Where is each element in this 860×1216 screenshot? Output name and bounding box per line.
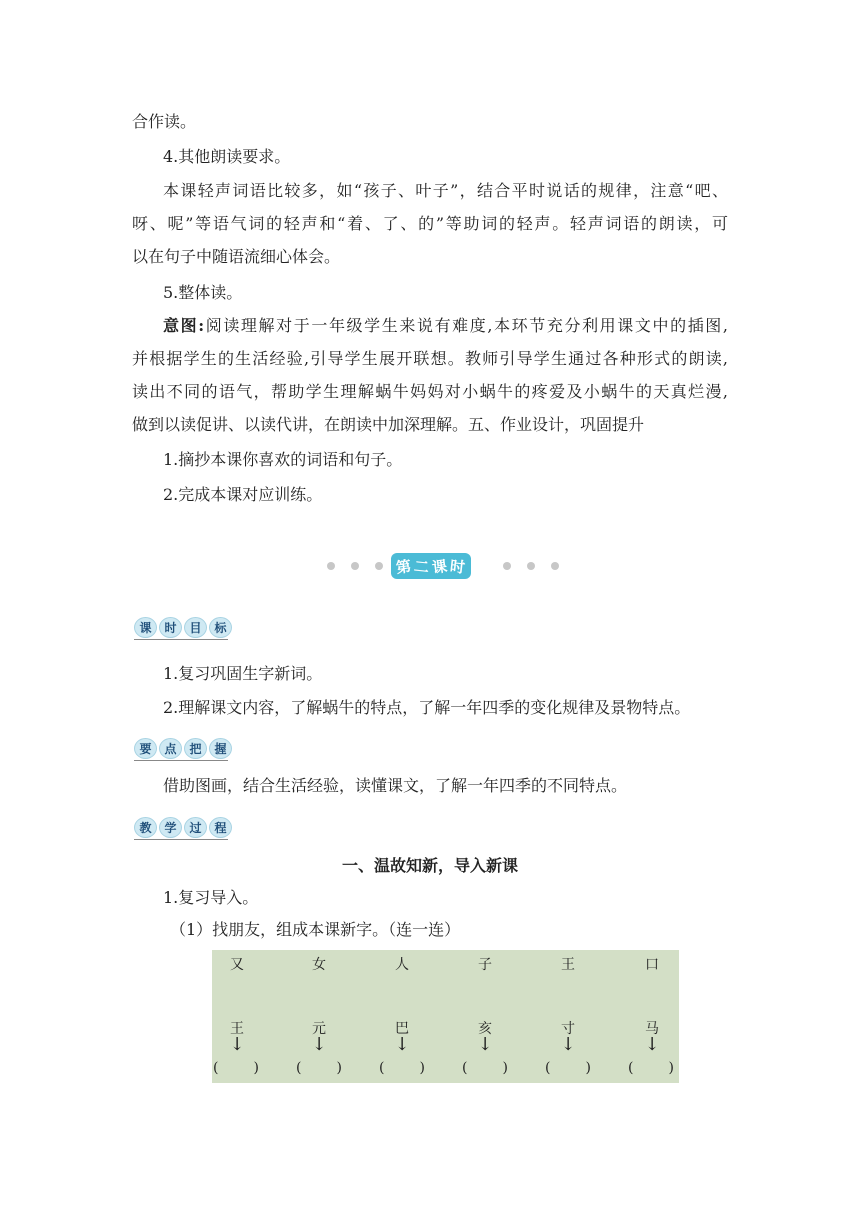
banner-char: 时 — [449, 556, 467, 577]
tag-char: 课 — [134, 617, 157, 638]
divider-dot — [503, 562, 511, 570]
matching-exercise: 又 王 ↓ 女 元 ↓ 人 巴 ↓ 子 亥 ↓ 王 寸 ↓ 口 马 ↓ ( ) ( ) ( ) ( ) ( ) ( ) — [212, 950, 679, 1083]
lesson-banner — [391, 553, 471, 579]
text-line: 5.整体读。 — [163, 283, 243, 302]
tag-char: 把 — [184, 738, 207, 759]
top-char: 口 — [645, 957, 659, 973]
divider-dot — [527, 562, 535, 570]
bottom-char: 王 — [230, 1021, 244, 1037]
top-char: 女 — [312, 957, 326, 973]
bottom-char: 元 — [312, 1021, 326, 1037]
top-char: 又 — [230, 957, 244, 973]
paragraph-line: 本课轻声词语比较多，如“孩子、叶子”，结合平时说话的规律，注意“吧、 — [163, 181, 728, 200]
arrow-down-icon: ↓ — [644, 1034, 660, 1055]
paragraph-line: 呀、呢”等语气词的轻声和“着、了、的”等助词的轻声。轻声词语的朗读，可 — [132, 214, 728, 233]
tag-char: 目 — [184, 617, 207, 638]
divider-dot — [351, 562, 359, 570]
bottom-char: 巴 — [395, 1021, 409, 1037]
section-divider — [0, 553, 860, 579]
arrow-down-icon: ↓ — [311, 1034, 327, 1055]
divider-dot — [551, 562, 559, 570]
banner-char: 课 — [431, 556, 449, 577]
tag-char: 过 — [184, 817, 207, 838]
tag-char: 时 — [159, 617, 182, 638]
tag-char: 点 — [159, 738, 182, 759]
homework-item: 2.完成本课对应训练。 — [163, 485, 323, 504]
paragraph-line: 以在句子中随语流细心体会。 — [132, 247, 341, 266]
intent-line: 读出不同的语气，帮助学生理解蜗牛妈妈对小蜗牛的疼爱及小蜗牛的天真烂漫, — [132, 382, 728, 401]
tag-char: 学 — [159, 817, 182, 838]
bottom-char: 亥 — [478, 1021, 492, 1037]
arrow-down-icon: ↓ — [477, 1034, 493, 1055]
divider-dot — [375, 562, 383, 570]
intent-line: 做到以读促讲、以读代讲，在朗读中加深理解。五、作业设计，巩固提升 — [132, 415, 645, 434]
banner-char: 第 — [395, 556, 413, 577]
divider-dot — [327, 562, 335, 570]
section-heading: 一、温故知新，导入新课 — [341, 856, 518, 875]
review-task: （1）找朋友，组成本课新字。（连一连） — [170, 920, 461, 939]
banner-char: 二 — [413, 556, 431, 577]
intent-line: 并根据学生的生活经验,引导学生展开联想。教师引导学生通过各种形式的朗读, — [132, 349, 728, 368]
tag-char: 握 — [209, 738, 232, 759]
bottom-char: 寸 — [561, 1021, 575, 1037]
arrow-down-icon: ↓ — [394, 1034, 410, 1055]
goal-item: 2.理解课文内容，了解蜗牛的特点，了解一年四季的变化规律及景物特点。 — [163, 698, 691, 717]
intent-line — [163, 315, 728, 337]
goal-item: 1.复习巩固生字新词。 — [163, 664, 323, 683]
tag-char: 教 — [134, 817, 157, 838]
tag-char: 要 — [134, 738, 157, 759]
intent-label: 意图: — [163, 316, 205, 335]
top-char: 人 — [395, 957, 409, 973]
review-step: 1.复习导入。 — [163, 888, 259, 907]
bottom-char: 马 — [645, 1021, 659, 1037]
tag-char: 程 — [209, 817, 232, 838]
arrow-down-icon: ↓ — [560, 1034, 576, 1055]
top-char: 王 — [561, 957, 575, 973]
tag-char: 标 — [209, 617, 232, 638]
text-line: 合作读。 — [132, 112, 197, 131]
arrow-down-icon: ↓ — [229, 1034, 245, 1055]
intent-text: 阅读理解对于一年级学生来说有难度,本环节充分利用课文中的插图, — [204, 316, 728, 335]
key-point-text: 借助图画，结合生活经验，读懂课文，了解一年四季的不同特点。 — [163, 776, 628, 795]
homework-item: 1.摘抄本课你喜欢的词语和句子。 — [163, 450, 403, 469]
top-char: 子 — [478, 957, 492, 973]
text-line: 4.其他朗读要求。 — [163, 147, 291, 166]
